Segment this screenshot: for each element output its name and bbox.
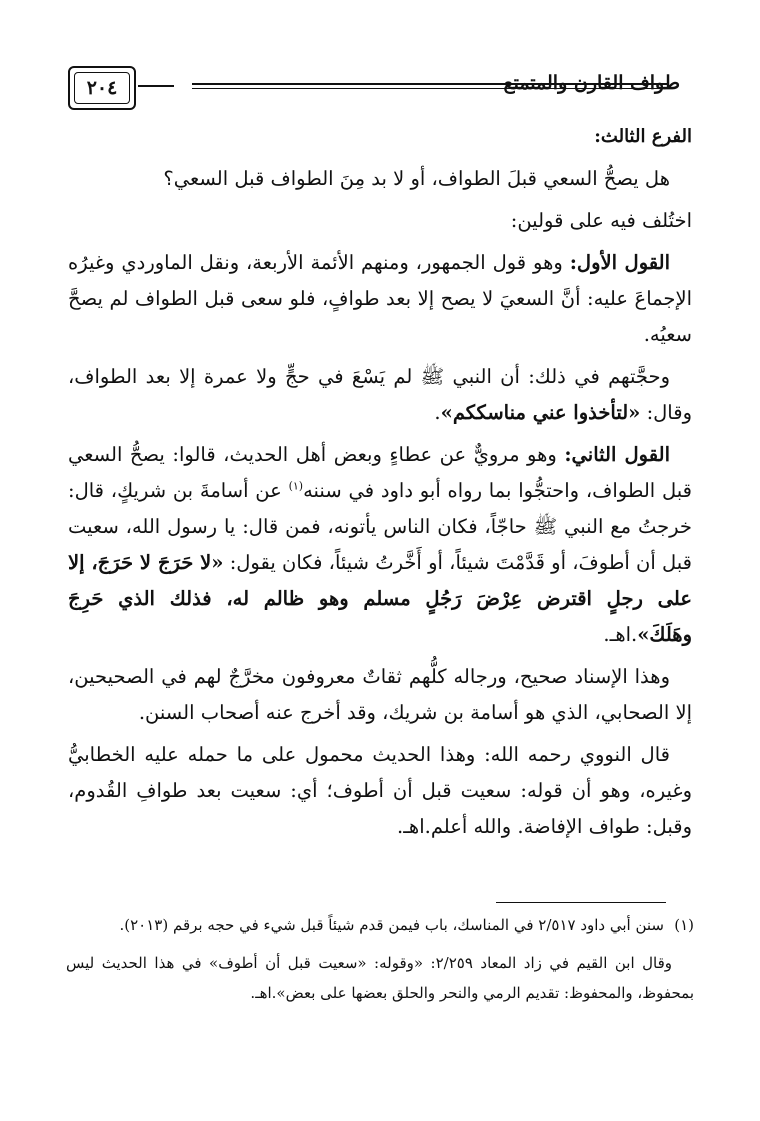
page-number-frame: [68, 66, 136, 110]
footnote-1-continuation: وقال ابن القيم في زاد المعاد ٢/٢٥٩: «وقوله: «سعيت قبل أن أطوف» في هذا الحديث ليس بمحفوظ، والمحفوظ: تقديم الرمي والنحر والحلق بعضها على بعض».اهـ.: [66, 954, 694, 1002]
second-opinion-paragraph: [68, 437, 692, 653]
intro-paragraph: اختُلف فيه على قولين:: [510, 209, 692, 232]
section-title: [68, 118, 692, 155]
header-rule-left: [138, 85, 174, 87]
second-opinion-text-c: .اهـ.: [603, 623, 638, 646]
footnote-1-text: سنن أبي داود ٢/٥١٧ في المناسك، باب فيمن قدم شيئاً قبل شيء في حجه برقم (٢٠١٣).: [119, 916, 664, 934]
footnote-separator: [496, 902, 666, 903]
section-title-text: الفرع الثالث:: [594, 126, 692, 147]
second-opinion-text-b: عن أسامةَ بن شريكٍ، قال: خرجتُ مع النبي ﷺ حاجّاً، فكان الناس يأتونه، فمن قال: يا رسول الله، سعيت قبل أن أطوفَ، أو قَدَّمْتَ شيئاً، أو أَخَّرتُ شيئاً، فكان يقول:: [68, 479, 692, 574]
evidence-hadith-quote: «لتأخذوا عني مناسككم»: [440, 401, 641, 424]
footnote-1-number: (١): [674, 916, 694, 934]
second-opinion-label: القول الثاني:: [564, 443, 670, 466]
isnad-paragraph: وهذا الإسناد صحيح، ورجاله كلُّهم ثقاتٌ معروفون مخرَّجٌ لهم في الصحيحين، إلا الصحابي، الذي هو أسامة بن شريك، وقد أخرج عنه أصحاب السنن.: [68, 665, 692, 724]
running-title: طواف القارن والمتمتع: [503, 72, 680, 94]
nawawi-paragraph: قال النووي رحمه الله: وهذا الحديث محمول على ما حمله عليه الخطابيُّ وغيره، وهو أن قوله: سعيت قبل أن أطوف؛ أي: سعيت بعد طوافِ القُدوم، وقبل: طواف الإفاضة. والله أعلم.اهـ.: [68, 743, 692, 838]
footnote-reference[interactable]: (١): [288, 479, 304, 493]
main-text: [68, 118, 692, 851]
page-header: [60, 66, 680, 110]
page-number: ٢٠٤: [86, 77, 118, 99]
first-opinion-evidence: [68, 359, 692, 431]
footnotes: [66, 910, 694, 1016]
first-opinion-label: القول الأول:: [569, 251, 670, 274]
question-paragraph: هل يصحُّ السعي قبلَ الطواف، أو لا بد مِنَ الطواف قبل السعي؟: [163, 167, 670, 190]
evidence-text: وحجَّتهم في ذلك: أن النبي ﷺ لم يَسْعَ في حجٍّ ولا عمرة إلا بعد الطواف، وقال:: [68, 365, 692, 424]
first-opinion-text: وهو قول الجمهور، ومنهم الأئمة الأربعة، ونقل الماوردي وغيرُه الإجماعَ عليه: أنَّ السعيَ لا يصح إلا بعد طوافٍ، فلو سعى قبل الطواف لم يصحَّ سعيُه.: [68, 251, 692, 346]
footnote-1: [66, 910, 694, 940]
second-opinion-text-a: وهو مرويٌّ عن عطاءٍ وبعض أهل الحديث، قالوا: يصحُّ السعي قبل الطواف، واحتجُّوا بما رواه أبو داود في سننه: [68, 443, 692, 502]
second-opinion-hadith-quote: «لا حَرَجَ لا حَرَجَ، إلا على رجلٍ اقترض عِرْضَ رَجُلٍ مسلم وهو ظالم له، فذلك الذي حَرِجَ وهَلَكَ»: [68, 551, 692, 646]
first-opinion-paragraph: [68, 245, 692, 353]
evidence-end: .: [434, 401, 441, 424]
